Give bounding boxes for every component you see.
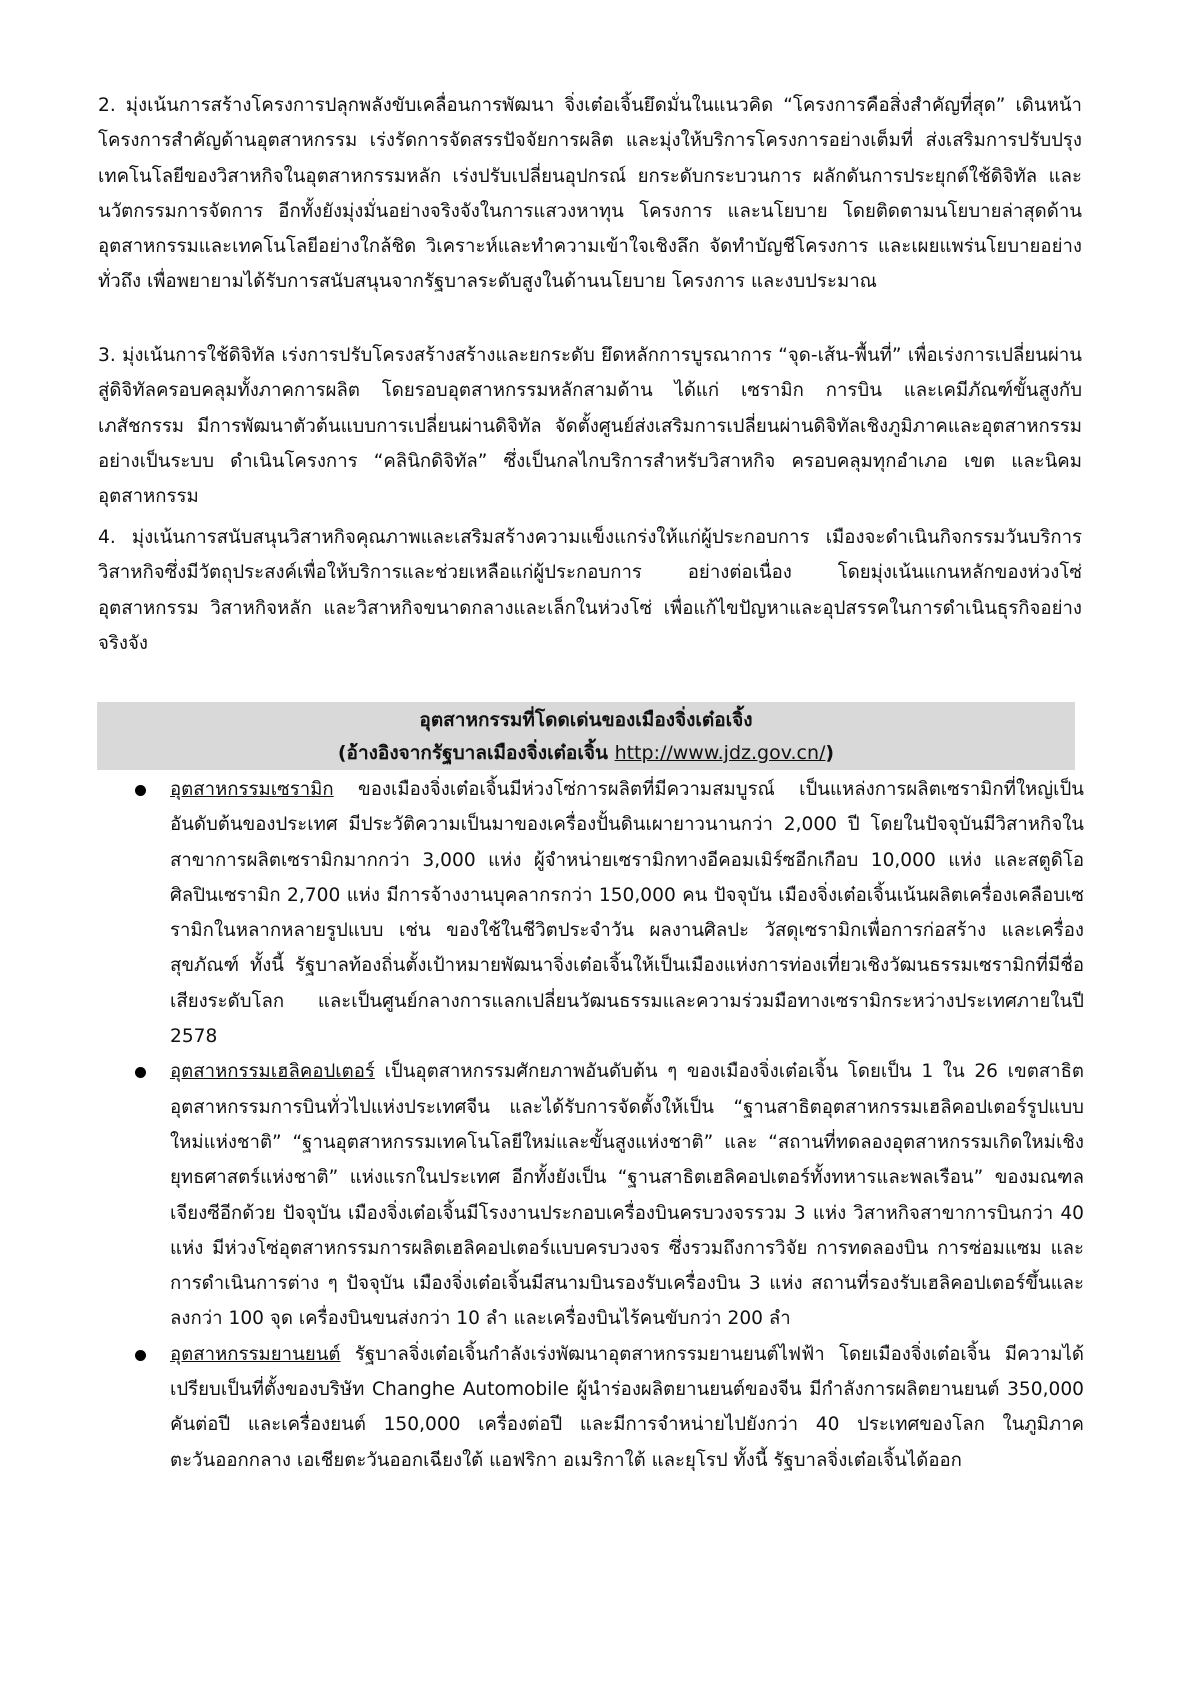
bullet-dot-icon [135, 1350, 146, 1361]
section-heading-box [97, 702, 1075, 770]
bullet-automotive [0, 1337, 1084, 1478]
bullet-text: ของเมืองจิ่งเต๋อเจิ้นมีห่วงโซ่การผลิตที่มีความสมบูรณ์ เป็นแหล่งการผลิตเซรามิกที่ใหญ่เป็นอันดับต้นของประเทศ มีประวัติความเป็นมาของเครื่องปั้นดินเผายาวนานกว่า 2,000 ปี โดยในปัจจุบันมีวิสาหกิจในสาขาการผลิตเซรามิกมากกว่า 3,000 แห่ง ผู้จำหน่ายเซรามิกทางอีคอมเมิร์ซอีกเกือบ 10,000 แห่ง และสตูดิโอศิลปินเซรามิก 2,700 แห่ง มีการจ้างงานบุคลากรกว่า 150,000 คน ปัจจุบัน เมืองจิ่งเต๋อเจิ้นเน้นผลิตเครื่องเคลือบเซรามิกในหลากหลายรูปแบบ เช่น ของใช้ในชีวิตประจำวัน ผลงานศิลปะ วัสดุเซรามิกเพื่อการก่อสร้าง และเครื่องสุขภัณฑ์ ทั้งนี้ รัฐบาลท้องถิ่นตั้งเป้าหมายพัฒนาจิ่งเต๋อเจิ้นให้เป็นเมืองแห่งการท่องเที่ยวเชิงวัฒนธรรมเซรามิกที่มีชื่อเสียงระดับโลก และเป็นศูนย์กลางการแลกเปลี่ยนวัฒนธรรมและความร่วมมือทางเซรามิกระหว่างประเทศภายในปี 2578 [170, 779, 1084, 1048]
bullet-title: อุตสาหกรรมเฮลิคอปเตอร์ [170, 1061, 375, 1083]
policy-paragraph-4: 4. มุ่งเน้นการสนับสนุนวิสาหกิจคุณภาพและเสริมสร้างความแข็งแกร่งให้แก่ผู้ประกอบการ เมืองจะดำเนินกิจกรรมวันบริการวิสาหกิจซึ่งมีวัตถุประสงค์เพื่อให้บริการและช่วยเหลือแก่ผู้ประกอบการ อย่างต่อเนื่อง โดยมุ่งเน้นแกนหลักของห่วงโซ่อุตสาหกรรม วิสาหกิจหลัก และวิสาหกิจขนาดกลางและเล็กในห่วงโซ่ เพื่อแก้ไขปัญหาและอุปสรรคในการดำเนินธุรกิจอย่างจริงจัง [98, 527, 1082, 654]
industry-bullet-list [0, 772, 1191, 1478]
bullet-text: เป็นอุตสาหกรรมศักยภาพอันดับต้น ๆ ของเมืองจิ่งเต๋อเจิ้น โดยเป็น 1 ใน 26 เขตสาธิตอุตสาหกรรมการบินทั่วไปแห่งประเทศจีน และได้รับการจัดตั้งให้เป็น “ฐานสาธิตอุตสาหกรรมเฮลิคอปเตอร์รูปแบบใหม่แห่งชาติ” “ฐานอุตสาหกรรมเทคโนโลยีใหม่และขั้นสูงแห่งชาติ” และ “สถานที่ทดลองอุตสาหกรรมเกิดใหม่เชิงยุทธศาสตร์แห่งชาติ” แห่งแรกในประเทศ อีกทั้งยังเป็น “ฐานสาธิตเฮลิคอปเตอร์ทั้งทหารและพลเรือน” ของมณฑลเจียงซีอีกด้วย ปัจจุบัน เมืองจิ่งเต๋อเจิ้นมีโรงงานประกอบเครื่องบินครบวงจรรวม 3 แห่ง วิสาหกิจสาขาการบินกว่า 40 แห่ง มีห่วงโซ่อุตสาหกรรมการผลิตเฮลิคอปเตอร์แบบครบวงจร ซึ่งรวมถึงการวิจัย การทดลองบิน การซ่อมแซม และการดำเนินการต่าง ๆ ปัจจุบัน เมืองจิ่งเต๋อเจิ้นมีสนามบินรองรับเครื่องบิน 3 แห่ง สถานที่รองรับเฮลิคอปเตอร์ขึ้นและลงกว่า 100 จุด เครื่องบินขนส่งกว่า 10 ลำ และเครื่องบินไร้คนขับกว่า 200 ลำ [170, 1061, 1084, 1330]
policy-paragraph-2: 2. มุ่งเน้นการสร้างโครงการปลุกพลังขับเคลื่อนการพัฒนา จิ่งเต๋อเจิ้นยึดมั่นในแนวคิด “โครงการคือสิ่งสำคัญที่สุด” เดินหน้าโครงการสำคัญด้านอุตสาหกรรม เร่งรัดการจัดสรรปัจจัยการผลิต และมุ่งให้บริการโครงการอย่างเต็มที่ ส่งเสริมการปรับปรุงเทคโนโลยีของวิสาหกิจในอุตสาหกรรมหลัก เร่งปรับเปลี่ยนอุปกรณ์ ยกระดับกระบวนการ ผลักดันการประยุกต์ใช้ดิจิทัล และนวัตกรรมการจัดการ อีกทั้งยังมุ่งมั่นอย่างจริงจังในการแสวงหาทุน โครงการ และนโยบาย โดยติดตามนโยบายล่าสุดด้านอุตสาหกรรมและเทคโนโลยีอย่างใกล้ชิด วิเคราะห์และทำความเข้าใจเชิงลึก จัดทำบัญชีโครงการ และเผยแพร่นโยบายอย่างทั่วถึง เพื่อพยายามได้รับการสนับสนุนจากรัฐบาลระดับสูงในด้านนโยบาย โครงการ และงบประมาณ [98, 95, 1082, 293]
bullet-title: อุตสาหกรรมยานยนต์ [170, 1343, 341, 1365]
source-suffix: ) [825, 742, 835, 764]
bullet-ceramics [0, 772, 1084, 1054]
bullet-helicopter [0, 1054, 1084, 1336]
source-prefix: (อ้างอิงจากรัฐบาลเมืองจิ่งเต๋อเจิ้น [337, 742, 615, 764]
source-link[interactable]: http://www.jdz.gov.cn/ [614, 742, 826, 764]
bullet-dot-icon [135, 1067, 146, 1078]
section-heading-source [97, 737, 1075, 770]
section-heading-title: อุตสาหกรรมที่โดดเด่นของเมืองจิ่งเต๋อเจิ้ง [419, 709, 753, 731]
bullet-dot-icon [135, 785, 146, 796]
bullet-title: อุตสาหกรรมเซรามิก [170, 779, 334, 800]
policy-paragraph-3: 3. มุ่งเน้นการใช้ดิจิทัล เร่งการปรับโครงสร้างสร้างและยกระดับ ยึดหลักการบูรณาการ “จุด-เส้น-พื้นที่” เพื่อเร่งการเปลี่ยนผ่านสู่ดิจิทัลครอบคลุมทั้งภาคการผลิต โดยรอบอุตสาหกรรมหลักสามด้าน ได้แก่ เซรามิก การบิน และเคมีภัณฑ์ขั้นสูงกับเภสัชกรรม มีการพัฒนาตัวต้นแบบการเปลี่ยนผ่านดิจิทัล จัดตั้งศูนย์ส่งเสริมการเปลี่ยนผ่านดิจิทัลเชิงภูมิภาคและอุตสาหกรรมอย่างเป็นระบบ ดำเนินโครงการ “คลินิกดิจิทัล” ซึ่งเป็นกลไกบริการสำหรับวิสาหกิจ ครอบคลุมทุกอำเภอ เขต และนิคมอุตสาหกรรม [98, 345, 1082, 508]
bullet-text: รัฐบาลจิ่งเต๋อเจิ้นกำลังเร่งพัฒนาอุตสาหกรรมยานยนต์ไฟฟ้า โดยเมืองจิ่งเต๋อเจิ้น มีความได้เปรียบเป็นที่ตั้งของบริษัท Changhe Automobile ผู้นำร่องผลิตยานยนต์ของจีน มีกำลังการผลิตยานยนต์ 350,000 คันต่อปี และเครื่องยนต์ 150,000 เครื่องต่อปี และมีการจำหน่ายไปยังกว่า 40 ประเทศของโลก ในภูมิภาคตะวันออกกลาง เอเชียตะวันออกเฉียงใต้ แอฟริกา อเมริกาใต้ และยุโรป ทั้งนี้ รัฐบาลจิ่งเต๋อเจิ้นได้ออก [170, 1343, 1084, 1471]
